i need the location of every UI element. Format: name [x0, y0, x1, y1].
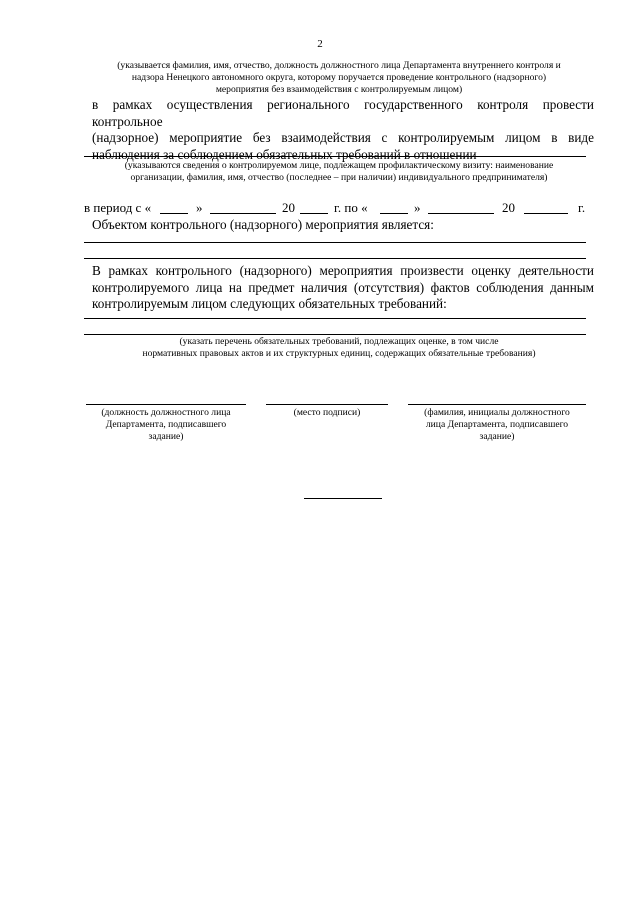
- end-month-field[interactable]: [428, 213, 494, 214]
- period-quote-close: »: [196, 200, 203, 215]
- end-year-field[interactable]: [524, 213, 568, 214]
- signature-place-caption: (место подписи): [293, 407, 361, 418]
- object-label: Объектом контрольного (надзорного) мероприятия является:: [92, 217, 434, 232]
- period-to: г. по «: [334, 200, 368, 215]
- period-prefix: в период с «: [84, 200, 152, 215]
- object-field-line[interactable]: [84, 258, 586, 259]
- caption-line: нормативных правовых актов и их структурных единиц, содержащих обязательные требования): [142, 348, 536, 359]
- signature-name-caption: [406, 407, 588, 443]
- requirements-field-line[interactable]: [84, 334, 586, 335]
- paragraph-line: контролируемым лицом следующих обязательных требований:: [92, 296, 447, 311]
- paragraph-line: контролируемого лица на предмет наличия (отсутствия) фактов соблюдения данным: [92, 279, 594, 295]
- paragraph-line: (надзорное) мероприятие без взаимодействия с контролируемым лицом в виде: [92, 130, 594, 145]
- period-line: [84, 200, 594, 218]
- caption-line: Департамента, подписавшего: [105, 419, 227, 430]
- start-month-field[interactable]: [210, 213, 276, 214]
- inspector-caption-line: (указывается фамилия, имя, отчество, должность должностного лица Департамента внутреннего контроля и: [117, 60, 561, 71]
- start-year-field[interactable]: [300, 213, 328, 214]
- period-year-prefix: 20: [502, 200, 515, 215]
- signature-place-line[interactable]: [266, 404, 388, 405]
- signature-name-line[interactable]: [408, 404, 586, 405]
- requirements-field-line[interactable]: [84, 318, 586, 319]
- caption-line: (должность должностного лица: [101, 407, 231, 418]
- caption-line: (указать перечень обязательных требований, подлежащих оценке, в том числе: [179, 336, 499, 347]
- end-separator: [304, 498, 382, 499]
- assignment-paragraph: [92, 97, 594, 163]
- paragraph-line: наблюдения за соблюдением обязательных требований в отношении: [92, 146, 477, 162]
- caption-line: лица Департамента, подписавшего: [425, 419, 569, 430]
- caption-line: задание): [479, 431, 515, 442]
- page-number: 2: [317, 38, 323, 50]
- inspector-caption: [84, 60, 594, 96]
- controlled-person-caption: [84, 160, 594, 184]
- signature-position-caption: [84, 407, 248, 443]
- controlled-person-field[interactable]: [84, 156, 586, 157]
- period-year-prefix: 20: [282, 200, 295, 215]
- period-suffix: г.: [578, 200, 586, 215]
- paragraph-line: В рамках контрольного (надзорного) мероприятия произвести оценку деятельности: [92, 263, 594, 278]
- start-day-field[interactable]: [160, 213, 188, 214]
- inspector-caption-line: надзора Ненецкого автономного округа, которому поручается проведение контрольного (надзорного): [131, 72, 547, 83]
- caption-line: задание): [148, 431, 184, 442]
- paragraph-line: в рамках осуществления регионального государственного контроля провести контрольное: [92, 97, 594, 129]
- caption-line: (указываются сведения о контролируемом лице, подлежащем профилактическому визиту: наименование: [124, 160, 554, 171]
- caption-line: организации, фамилия, имя, отчество (последнее – при наличии) индивидуального предпринимателя): [130, 172, 548, 183]
- object-field-line[interactable]: [84, 242, 586, 243]
- signature-position-line[interactable]: [86, 404, 246, 405]
- inspector-caption-line: мероприятия без взаимодействия с контролируемым лицом): [215, 84, 463, 95]
- end-day-field[interactable]: [380, 213, 408, 214]
- evaluation-paragraph: [92, 263, 594, 313]
- caption-line: (фамилия, инициалы должностного: [424, 407, 570, 418]
- period-quote-close: »: [414, 200, 421, 215]
- requirements-caption: [84, 336, 594, 360]
